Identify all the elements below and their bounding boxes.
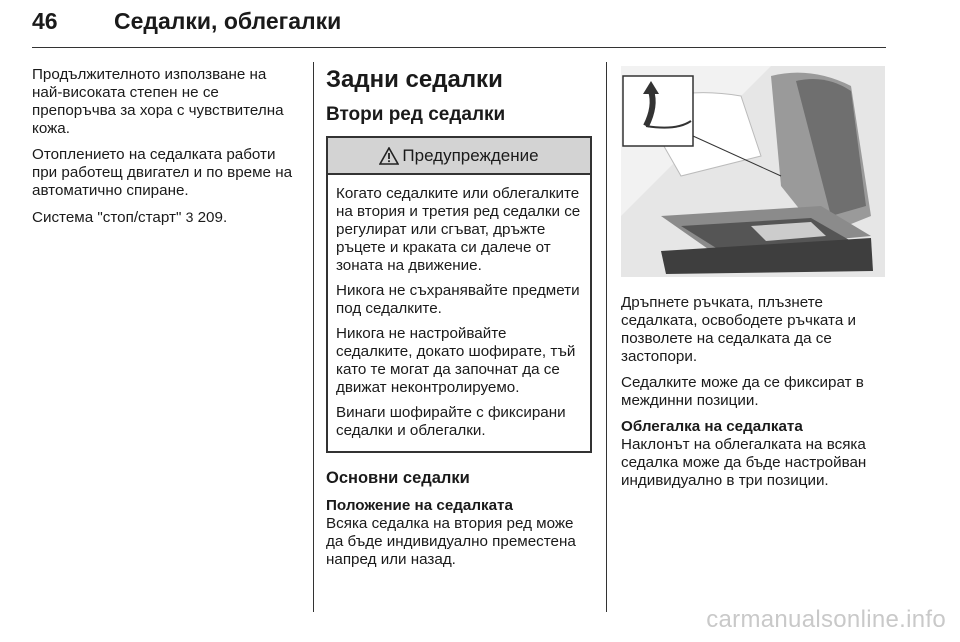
warning-paragraph: Никога не съхранявайте предмети под седалките. [336,282,580,317]
warning-header [328,138,590,175]
paragraph: Наклонът на облегалката на всяка седалка може да бъде настройван индивидуално в три позиции. [621,436,867,489]
warning-icon [379,147,399,165]
watermark: carmanualsonline.info [706,606,946,633]
page-ref-arrow-icon: 3 [185,209,194,225]
paragraph [32,208,300,227]
warning-title: Предупреждение [402,145,539,165]
page-ref[interactable]: 209. [197,209,228,226]
rear-seat-image [621,66,885,277]
paragraph: Всяка седалка на втория ред може да бъде индивидуално преместена напред или назад. [326,515,576,568]
header-rule [32,47,886,48]
subsection-title: Втори ред седалки [326,104,506,125]
paragraph: Отоплението на седалката работи при работещ двигател и по време на автоматично спиране. [32,146,293,199]
paragraph: Дръпнете ръчката, плъзнете седалката, освободете ръчката и позволете на седалката да се застопори. [621,294,856,365]
subsection-heading: Облегалка на седалката [621,418,803,435]
page-number: 46 [32,8,58,34]
paragraph: Продължителното използване на най-високата степен не се препоръчва за хора с чувствителна кожа. [32,66,284,137]
column-right [621,294,887,498]
page-header [32,8,886,44]
warning-paragraph: Когато седалките или облегалките на втория и третия ред седалки се регулират или сгъват, дръжте ръцете и краката си далече от зоната на движение. [336,185,581,274]
column-divider-1 [313,62,314,612]
section-title: Задни седалки [326,66,503,93]
warning-body [328,175,590,451]
chapter-title: Седалки, облегалки [114,8,342,34]
subsection-heading: Положение на седалката [326,497,513,514]
warning-paragraph: Винаги шофирайте с фиксирани седалки и облегалки. [336,404,566,439]
section-heading: Основни седалки [326,469,470,487]
column-left [32,66,300,235]
column-divider-2 [606,62,607,612]
system-text: Система "стоп/старт" [32,209,182,226]
warning-box [326,136,592,453]
seat-illustration [621,66,885,277]
paragraph: Седалките може да се фиксират в междинни позиции. [621,374,864,409]
warning-paragraph: Никога не настройвайте седалките, докато шофирате, тъй като те могат да започнат да се движат неконтролируемо. [336,325,576,396]
column-middle [326,66,592,577]
